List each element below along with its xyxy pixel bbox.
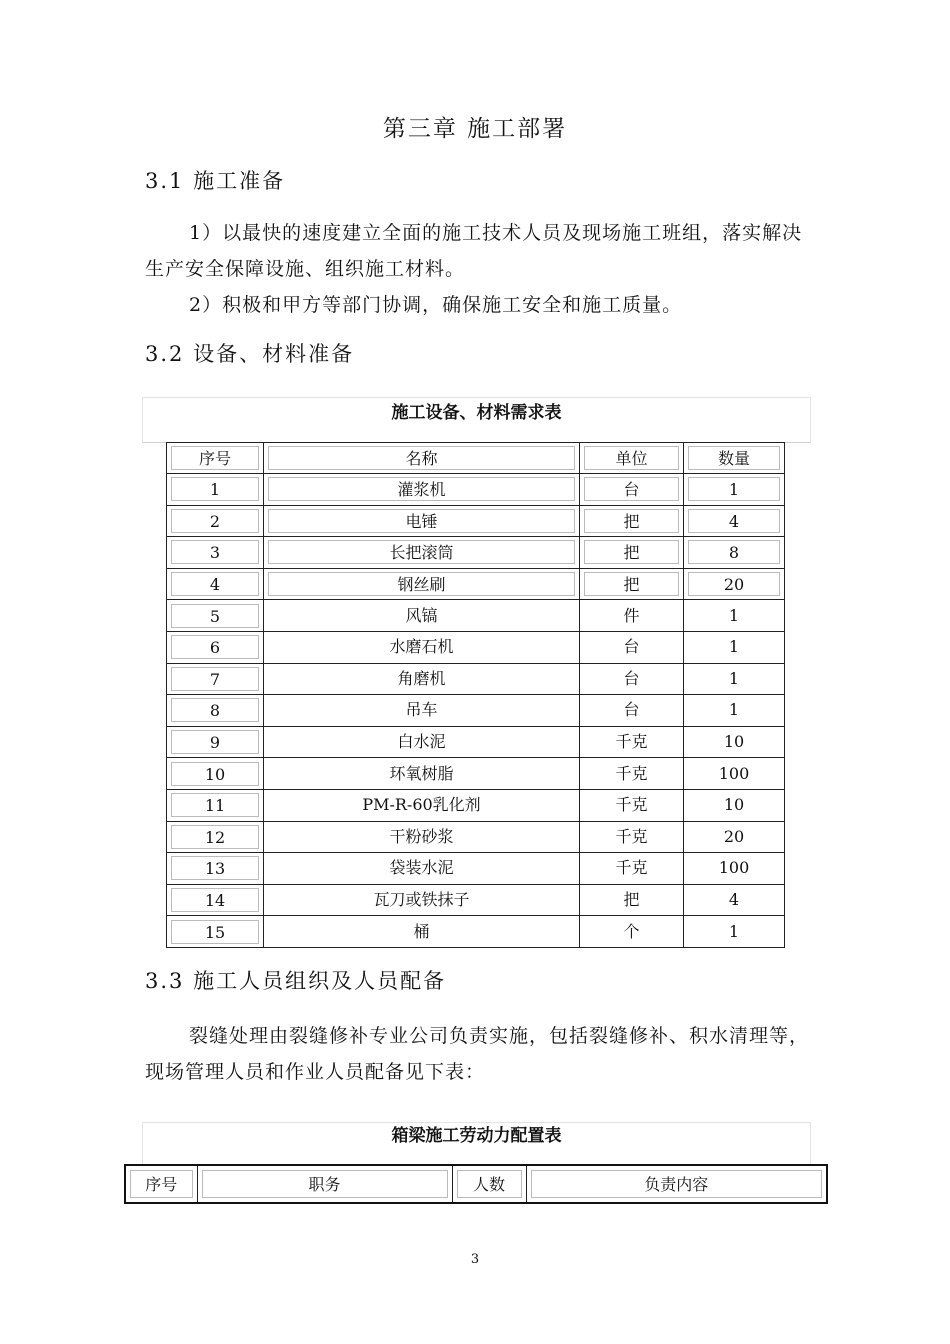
section-3-3-heading: 3.3 施工人员组织及人员配备 xyxy=(145,969,447,993)
row-quantity-cell: 10 xyxy=(723,732,745,752)
row-unit-cell: 千克 xyxy=(615,763,648,783)
header-cell-index: 序号 xyxy=(171,446,259,470)
row-index-cell: 2 xyxy=(171,509,259,533)
row-unit-cell: 件 xyxy=(623,605,640,625)
labor-header-index: 序号 xyxy=(130,1170,193,1198)
row-name-cell: 长把滚筒 xyxy=(268,540,575,564)
row-index-cell: 8 xyxy=(171,698,259,722)
equipment-table xyxy=(166,442,785,948)
row-index-cell: 9 xyxy=(171,730,259,754)
row-unit-cell: 台 xyxy=(623,637,640,657)
table-row xyxy=(167,821,785,853)
chapter-title: 第三章 施工部署 xyxy=(382,116,568,142)
row-unit-cell: 台 xyxy=(623,668,640,688)
table-row xyxy=(167,726,785,758)
row-quantity-cell: 100 xyxy=(718,763,750,783)
row-quantity-cell: 1 xyxy=(728,605,740,625)
row-unit-cell: 个 xyxy=(623,921,640,941)
header-cell-unit: 单位 xyxy=(584,446,679,470)
row-unit-cell: 把 xyxy=(584,540,679,564)
table-title: 施工设备、材料需求表 xyxy=(391,403,562,423)
row-index-cell: 5 xyxy=(171,604,259,628)
row-index-cell: 7 xyxy=(171,667,259,691)
labor-header-position: 职务 xyxy=(202,1170,448,1198)
section-3-1-body xyxy=(145,215,810,323)
row-unit-cell: 千克 xyxy=(615,795,648,815)
row-index-cell: 10 xyxy=(171,762,259,786)
row-quantity-cell: 1 xyxy=(728,668,740,688)
table-row xyxy=(167,853,785,885)
row-quantity-cell: 1 xyxy=(728,700,740,720)
table-row xyxy=(167,631,785,663)
table-row xyxy=(167,916,785,948)
row-quantity-cell: 20 xyxy=(688,572,780,596)
table-row xyxy=(167,884,785,916)
row-quantity-cell: 4 xyxy=(728,890,740,910)
row-unit-cell: 把 xyxy=(584,509,679,533)
table-row xyxy=(167,568,785,600)
row-quantity-cell: 4 xyxy=(688,509,780,533)
row-quantity-cell: 1 xyxy=(728,637,740,657)
row-index-cell: 3 xyxy=(171,540,259,564)
labor-header-count: 人数 xyxy=(457,1170,522,1198)
row-index-cell: 6 xyxy=(171,635,259,659)
row-index-cell: 14 xyxy=(171,888,259,912)
row-index-cell: 15 xyxy=(171,920,259,944)
row-name-cell: 角磨机 xyxy=(397,668,446,688)
row-index-cell: 4 xyxy=(171,572,259,596)
row-quantity-cell: 10 xyxy=(723,795,745,815)
row-name-cell: 吊车 xyxy=(405,700,438,720)
row-unit-cell: 千克 xyxy=(615,826,648,846)
paragraph-2: 2）积极和甲方等部门协调，确保施工安全和施工质量。 xyxy=(189,294,683,316)
labor-table xyxy=(124,1164,828,1204)
table-row xyxy=(167,600,785,632)
row-name-cell: 电锤 xyxy=(268,509,575,533)
labor-caption-box xyxy=(142,1122,811,1166)
table-row xyxy=(167,663,785,695)
row-unit-cell: 千克 xyxy=(615,732,648,752)
row-name-cell: 钢丝刷 xyxy=(268,572,575,596)
row-quantity-cell: 1 xyxy=(688,477,780,501)
table-row xyxy=(167,758,785,790)
table-row xyxy=(167,789,785,821)
section-3-3-paragraph: 裂缝处理由裂缝修补专业公司负责实施，包括裂缝修补、积水清理等，现场管理人员和作业人员配备见下表： xyxy=(145,1025,810,1083)
row-unit-cell: 把 xyxy=(584,572,679,596)
paragraph-1: 1）以最快的速度建立全面的施工技术人员及现场施工班组，落实解决生产安全保障设施、组织施工材料。 xyxy=(145,222,803,280)
labor-header-row xyxy=(125,1165,827,1203)
row-unit-cell: 台 xyxy=(584,477,679,501)
row-name-cell: PM-R-60乳化剂 xyxy=(362,795,481,815)
section-3-1-heading: 3.1 施工准备 xyxy=(145,169,286,193)
table-row xyxy=(167,474,785,506)
row-quantity-cell: 8 xyxy=(688,540,780,564)
row-quantity-cell: 1 xyxy=(728,921,740,941)
row-unit-cell: 台 xyxy=(623,700,640,720)
row-quantity-cell: 20 xyxy=(723,826,745,846)
row-index-cell: 11 xyxy=(171,793,259,817)
row-name-cell: 风镐 xyxy=(405,605,438,625)
table-row xyxy=(167,505,785,537)
row-name-cell: 水磨石机 xyxy=(389,637,454,657)
header-cell-name: 名称 xyxy=(268,446,575,470)
row-index-cell: 1 xyxy=(171,477,259,501)
header-cell-quantity: 数量 xyxy=(688,446,780,470)
table-row xyxy=(167,537,785,569)
labor-header-responsibility: 负责内容 xyxy=(531,1170,823,1198)
row-name-cell: 白水泥 xyxy=(397,732,446,752)
row-name-cell: 干粉砂浆 xyxy=(389,826,454,846)
row-name-cell: 桶 xyxy=(413,921,430,941)
row-name-cell: 瓦刀或铁抹子 xyxy=(373,890,470,910)
row-index-cell: 13 xyxy=(171,856,259,880)
row-unit-cell: 千克 xyxy=(615,858,648,878)
row-name-cell: 环氧树脂 xyxy=(389,763,454,783)
row-unit-cell: 把 xyxy=(623,890,640,910)
section-3-2-heading: 3.2 设备、材料准备 xyxy=(145,342,355,366)
row-index-cell: 12 xyxy=(171,825,259,849)
page-number: 3 xyxy=(470,1252,480,1267)
row-name-cell: 灌浆机 xyxy=(268,477,575,501)
row-quantity-cell: 100 xyxy=(718,858,750,878)
row-name-cell: 袋装水泥 xyxy=(389,858,454,878)
table-caption-box xyxy=(142,397,811,443)
labor-table-title: 箱梁施工劳动力配置表 xyxy=(391,1126,562,1146)
table-row xyxy=(167,695,785,727)
table-header-row xyxy=(167,443,785,474)
